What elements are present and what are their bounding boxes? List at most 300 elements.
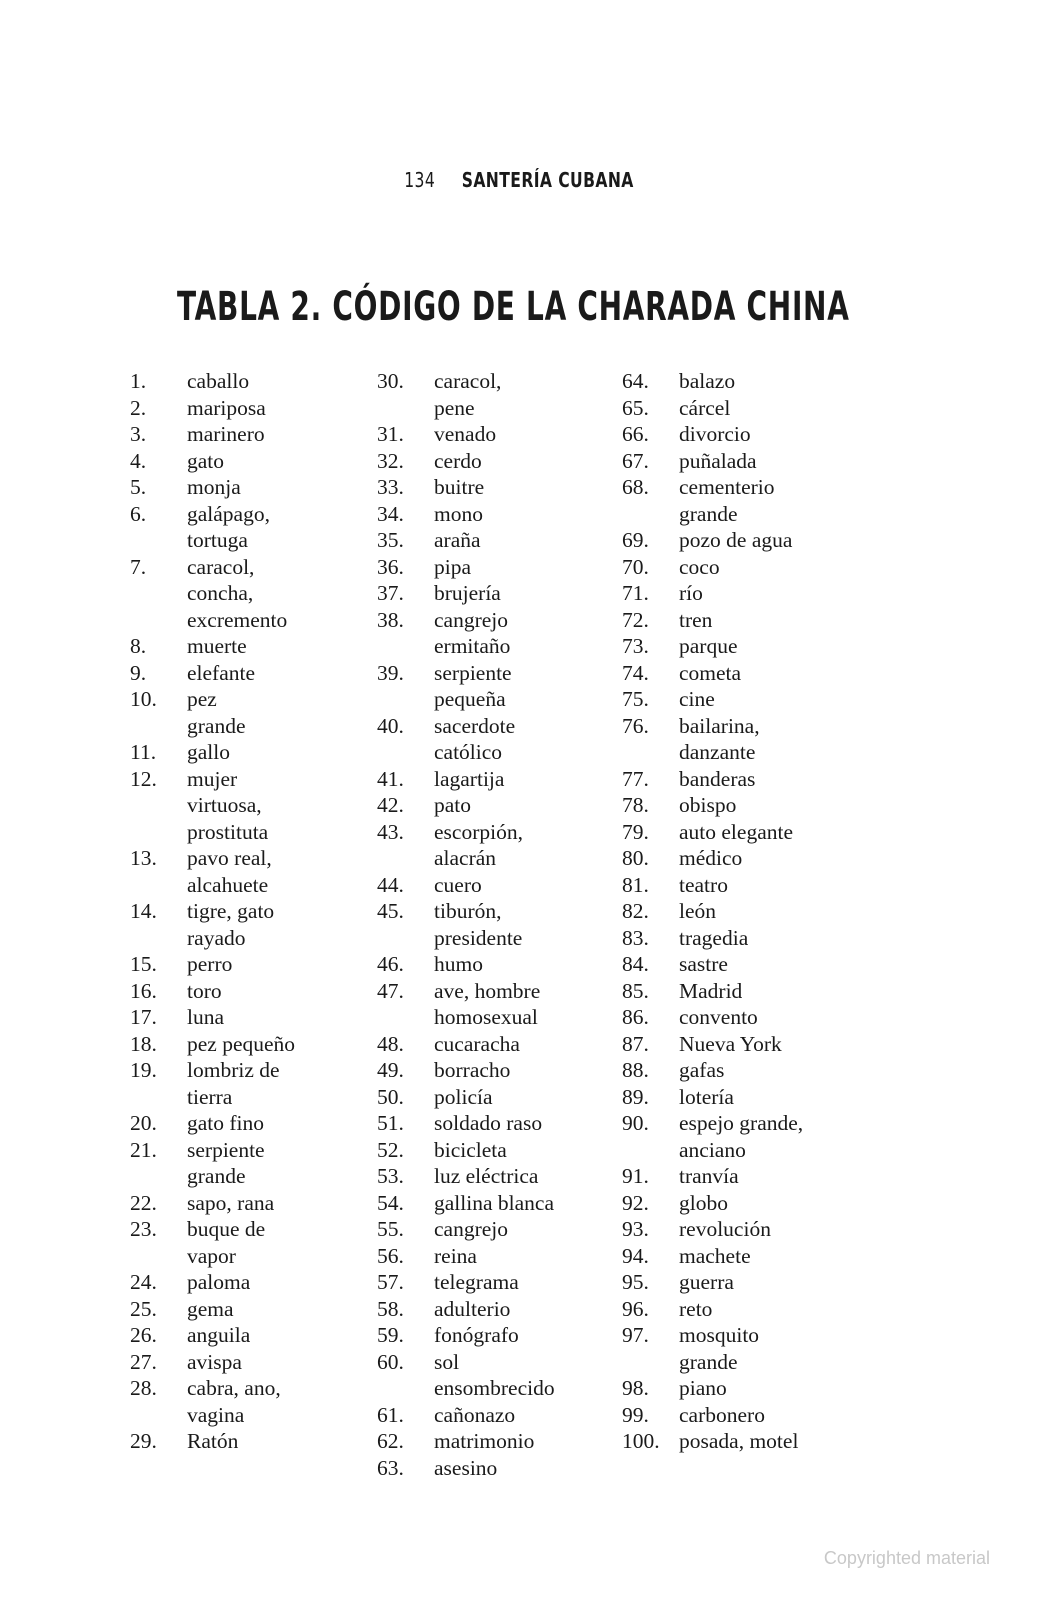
code-entry <box>622 898 803 925</box>
code-entry <box>377 1216 555 1243</box>
meaning-line: espejo grande, <box>679 1111 804 1135</box>
entry-number: 89. <box>622 1084 649 1109</box>
meaning-line: cangrejo <box>434 1217 509 1241</box>
entry-number: 3. <box>130 422 147 446</box>
meaning-line: concha, <box>187 581 254 605</box>
entry-meaning <box>434 448 482 475</box>
meaning-line: ensombrecido <box>434 1376 555 1400</box>
entry-number: 13. <box>130 846 157 870</box>
code-entry <box>622 474 803 527</box>
meaning-line: carbonero <box>679 1402 765 1427</box>
entry-number: 50. <box>377 1084 404 1109</box>
meaning-line: gema <box>187 1296 234 1321</box>
entry-number: 48. <box>377 1031 404 1056</box>
entry-number: 20. <box>130 1111 157 1135</box>
meaning-line: marinero <box>187 422 265 446</box>
entry-meaning <box>187 1349 242 1376</box>
meaning-line: cárcel <box>679 395 731 420</box>
entry-meaning <box>434 872 482 899</box>
code-entry <box>130 448 295 475</box>
code-entry <box>377 792 555 819</box>
meaning-line: parque <box>679 634 738 658</box>
meaning-line: bailarina, <box>679 713 760 738</box>
code-entry <box>622 1190 803 1217</box>
entry-number: 30. <box>377 369 404 393</box>
entry-number: 8. <box>130 634 147 658</box>
entry-number: 47. <box>377 978 404 1003</box>
entry-number: 76. <box>622 713 649 738</box>
entry-meaning <box>434 1402 515 1429</box>
meaning-line: Nueva York <box>679 1031 782 1056</box>
code-entry <box>622 1084 803 1111</box>
entry-meaning <box>187 1322 250 1349</box>
code-entry <box>130 845 295 898</box>
entry-meaning <box>187 766 268 846</box>
code-entry <box>377 898 555 951</box>
code-entry <box>130 1137 295 1190</box>
meaning-line: danzante <box>679 740 756 764</box>
meaning-line: cementerio <box>679 475 775 499</box>
entry-number: 2. <box>130 395 147 420</box>
code-entry <box>622 421 803 448</box>
code-entry <box>377 580 555 607</box>
entry-number: 29. <box>130 1429 157 1453</box>
code-entry <box>130 368 295 395</box>
meaning-line: guerra <box>679 1270 734 1294</box>
meaning-line: pene <box>434 395 475 420</box>
entry-meaning <box>679 580 703 607</box>
entry-number: 39. <box>377 660 404 685</box>
meaning-line: lagartija <box>434 766 505 791</box>
entry-number: 36. <box>377 554 404 579</box>
code-entry <box>130 1428 295 1455</box>
entry-number: 19. <box>130 1058 157 1082</box>
meaning-line: mono <box>434 501 483 526</box>
entry-number: 74. <box>622 660 649 685</box>
meaning-line: soldado raso <box>434 1111 543 1135</box>
entry-meaning <box>187 1110 264 1137</box>
meaning-line: católico <box>434 740 503 764</box>
meaning-line: presidente <box>434 925 523 950</box>
meaning-line: mujer <box>187 766 238 791</box>
entry-meaning <box>434 819 523 872</box>
code-entry <box>622 607 803 634</box>
entry-meaning <box>187 633 247 660</box>
code-entry <box>377 1349 555 1402</box>
meaning-line: revolución <box>679 1217 771 1241</box>
entry-number: 7. <box>130 554 147 579</box>
code-entry <box>622 1375 803 1402</box>
code-entry <box>622 792 803 819</box>
meaning-line: perro <box>187 952 233 976</box>
meaning-line: cerdo <box>434 448 482 473</box>
entry-number: 87. <box>622 1031 649 1056</box>
entry-number: 24. <box>130 1270 157 1294</box>
entry-number: 35. <box>377 528 404 552</box>
meaning-line: grande <box>679 501 738 526</box>
code-entry <box>622 1031 803 1058</box>
meaning-line: toro <box>187 978 222 1003</box>
code-entry <box>130 951 295 978</box>
book-title: SANTERÍA CUBANA <box>461 168 634 192</box>
entry-meaning <box>434 660 512 713</box>
entry-number: 10. <box>130 687 157 711</box>
meaning-line: luz eléctrica <box>434 1164 539 1188</box>
entry-meaning <box>434 1031 520 1058</box>
entry-number: 43. <box>377 819 404 844</box>
code-column-3 <box>622 368 803 1455</box>
meaning-line: araña <box>434 528 481 552</box>
entry-meaning <box>434 1084 493 1111</box>
entry-meaning <box>187 1428 238 1455</box>
entry-meaning <box>187 501 270 554</box>
meaning-line: sapo, rana <box>187 1190 275 1215</box>
entry-meaning <box>679 792 736 819</box>
entry-meaning <box>679 1163 739 1190</box>
entry-meaning <box>679 1296 712 1323</box>
entry-meaning <box>434 792 471 819</box>
entry-meaning <box>434 368 501 421</box>
entry-meaning <box>434 1057 510 1084</box>
meaning-line: cabra, ano, <box>187 1376 281 1400</box>
meaning-line: prostituta <box>187 819 269 844</box>
entry-meaning <box>679 845 742 872</box>
meaning-line: grande <box>187 1164 246 1188</box>
entry-meaning <box>187 845 272 898</box>
entry-number: 52. <box>377 1137 404 1162</box>
entry-meaning <box>434 713 515 766</box>
meaning-line: anciano <box>679 1137 746 1162</box>
meaning-line: elefante <box>187 660 256 685</box>
page-number: 134 <box>404 168 436 192</box>
entry-number: 15. <box>130 952 157 976</box>
meaning-line: alcahuete <box>187 872 269 897</box>
meaning-line: piano <box>679 1376 727 1400</box>
code-entry <box>377 607 555 660</box>
meaning-line: grande <box>187 713 246 738</box>
code-entry <box>377 1031 555 1058</box>
code-entry <box>622 845 803 872</box>
meaning-line: caballo <box>187 369 250 393</box>
code-entry <box>130 1296 295 1323</box>
meaning-line: coco <box>679 554 720 579</box>
meaning-line: río <box>679 581 703 605</box>
entry-meaning <box>679 448 757 475</box>
entry-number: 40. <box>377 713 404 738</box>
code-entry <box>622 1216 803 1243</box>
meaning-line: puñalada <box>679 448 757 473</box>
entry-meaning <box>187 1216 265 1269</box>
entry-number: 86. <box>622 1005 649 1029</box>
code-entry <box>377 1163 555 1190</box>
meaning-line: monja <box>187 475 241 499</box>
code-entry <box>377 872 555 899</box>
entry-meaning <box>434 554 471 581</box>
entry-number: 51. <box>377 1111 404 1135</box>
entry-number: 68. <box>622 475 649 499</box>
code-entry <box>622 1243 803 1270</box>
code-entry <box>622 368 803 395</box>
meaning-line: médico <box>679 846 743 870</box>
meaning-line: cangrejo <box>434 607 509 632</box>
meaning-line: tragedia <box>679 925 749 950</box>
entry-number: 71. <box>622 581 649 605</box>
entry-number: 55. <box>377 1217 404 1241</box>
entry-meaning <box>187 1137 265 1190</box>
code-entry <box>130 501 295 554</box>
entry-meaning <box>187 978 222 1005</box>
entry-number: 32. <box>377 448 404 473</box>
meaning-line: Madrid <box>679 978 743 1003</box>
code-entry <box>377 501 555 528</box>
entry-meaning <box>679 686 715 713</box>
meaning-line: borracho <box>434 1058 511 1082</box>
meaning-line: obispo <box>679 793 737 817</box>
entry-number: 91. <box>622 1164 649 1188</box>
code-entry <box>377 1296 555 1323</box>
entry-number: 1. <box>130 369 147 393</box>
code-entry <box>130 1269 295 1296</box>
code-entry <box>377 1322 555 1349</box>
code-entry <box>622 1296 803 1323</box>
code-entry <box>622 951 803 978</box>
code-column-2 <box>377 368 555 1481</box>
entry-number: 67. <box>622 448 649 473</box>
table-title: TABLA 2. CÓDIGO DE LA CHARADA CHINA <box>177 284 850 330</box>
code-entry <box>377 660 555 713</box>
entry-meaning <box>187 1296 234 1323</box>
meaning-line: paloma <box>187 1270 251 1294</box>
code-entry <box>377 1428 555 1455</box>
meaning-line: buque de <box>187 1217 266 1241</box>
entry-meaning <box>434 1216 508 1243</box>
entry-number: 49. <box>377 1058 404 1082</box>
code-column-1 <box>130 368 295 1455</box>
entry-meaning <box>187 421 265 448</box>
entry-number: 57. <box>377 1270 404 1294</box>
entry-number: 79. <box>622 819 649 844</box>
entry-meaning <box>679 660 741 687</box>
entry-meaning <box>679 1322 759 1375</box>
meaning-line: brujería <box>434 581 501 605</box>
code-entry <box>130 1110 295 1137</box>
code-entry <box>130 686 295 739</box>
code-entry <box>377 819 555 872</box>
entry-meaning <box>434 1137 507 1164</box>
entry-meaning <box>434 580 501 607</box>
entry-number: 94. <box>622 1243 649 1268</box>
entry-number: 78. <box>622 793 649 817</box>
meaning-line: bicicleta <box>434 1137 507 1162</box>
meaning-line: cuero <box>434 872 482 897</box>
entry-meaning <box>679 872 728 899</box>
entry-meaning <box>679 1375 727 1402</box>
code-entry <box>130 739 295 766</box>
entry-number: 21. <box>130 1137 157 1162</box>
meaning-line: lombriz de <box>187 1058 280 1082</box>
entry-number: 99. <box>622 1402 649 1427</box>
entry-meaning <box>434 501 483 528</box>
meaning-line: sastre <box>679 952 728 976</box>
entry-number: 65. <box>622 395 649 420</box>
meaning-line: gato <box>187 448 225 473</box>
entry-meaning <box>434 951 483 978</box>
entry-number: 82. <box>622 899 649 923</box>
meaning-line: avispa <box>187 1349 242 1374</box>
entry-number: 70. <box>622 554 649 579</box>
entry-number: 9. <box>130 660 147 685</box>
meaning-line: auto elegante <box>679 819 794 844</box>
entry-number: 33. <box>377 475 404 499</box>
meaning-line: virtuosa, <box>187 793 262 817</box>
meaning-line: caracol, <box>187 554 255 579</box>
entry-number: 54. <box>377 1190 404 1215</box>
entry-number: 34. <box>377 501 404 526</box>
code-entry <box>622 527 803 554</box>
entry-number: 25. <box>130 1296 157 1321</box>
entry-meaning <box>679 554 720 581</box>
entry-number: 22. <box>130 1190 157 1215</box>
meaning-line: teatro <box>679 872 728 897</box>
entry-meaning <box>187 660 255 687</box>
code-entry <box>130 766 295 846</box>
code-entry <box>377 554 555 581</box>
entry-meaning <box>434 421 496 448</box>
code-entry <box>377 766 555 793</box>
meaning-line: policía <box>434 1084 493 1109</box>
entry-meaning <box>679 1110 803 1163</box>
meaning-line: grande <box>679 1349 738 1374</box>
code-entry <box>130 421 295 448</box>
entry-number: 98. <box>622 1376 649 1400</box>
meaning-line: banderas <box>679 766 756 791</box>
meaning-line: excremento <box>187 607 288 632</box>
code-entry <box>622 1269 803 1296</box>
entry-number: 60. <box>377 1349 404 1374</box>
entry-number: 18. <box>130 1031 157 1056</box>
entry-meaning <box>434 527 481 554</box>
meaning-line: asesino <box>434 1455 498 1480</box>
code-entry <box>622 1110 803 1163</box>
code-entry <box>130 1349 295 1376</box>
entry-number: 46. <box>377 952 404 976</box>
entry-meaning <box>187 1031 295 1058</box>
meaning-line: homosexual <box>434 1005 538 1029</box>
copyright-watermark: Copyrighted material <box>823 1548 990 1568</box>
entry-number: 11. <box>130 740 157 764</box>
entry-meaning <box>679 713 760 766</box>
entry-meaning <box>434 1322 519 1349</box>
entry-meaning <box>679 1428 798 1455</box>
meaning-line: matrimonio <box>434 1429 535 1453</box>
meaning-line: reto <box>679 1296 713 1321</box>
code-entry <box>377 368 555 421</box>
meaning-line: cometa <box>679 660 742 685</box>
meaning-line: galápago, <box>187 501 270 526</box>
entry-number: 95. <box>622 1270 649 1294</box>
entry-meaning <box>434 898 522 951</box>
code-entry <box>377 474 555 501</box>
entry-meaning <box>679 474 775 527</box>
entry-meaning <box>434 1110 542 1137</box>
code-entry <box>377 1269 555 1296</box>
code-entry <box>622 660 803 687</box>
entry-number: 6. <box>130 501 147 526</box>
running-head <box>114 168 924 192</box>
meaning-line: pozo de agua <box>679 528 793 552</box>
entry-meaning <box>679 368 735 395</box>
entry-meaning <box>679 633 738 660</box>
entry-meaning <box>187 1375 281 1428</box>
entry-number: 14. <box>130 899 157 923</box>
entry-meaning <box>434 1269 519 1296</box>
meaning-line: vagina <box>187 1402 245 1427</box>
code-entry <box>377 978 555 1031</box>
entry-meaning <box>434 1349 555 1402</box>
code-entry <box>130 633 295 660</box>
entry-meaning <box>679 395 730 422</box>
entry-meaning <box>679 1004 758 1031</box>
entry-number: 64. <box>622 369 649 393</box>
entry-number: 90. <box>622 1111 649 1135</box>
entry-number: 17. <box>130 1005 157 1029</box>
meaning-line: gato fino <box>187 1111 265 1135</box>
entry-number: 38. <box>377 607 404 632</box>
entry-meaning <box>434 474 484 501</box>
code-entry <box>130 898 295 951</box>
code-entry <box>377 1084 555 1111</box>
entry-number: 63. <box>377 1455 404 1480</box>
entry-number: 12. <box>130 766 157 791</box>
entry-meaning <box>434 1190 554 1217</box>
code-entry <box>130 474 295 501</box>
meaning-line: ermitaño <box>434 634 511 658</box>
code-entry <box>622 633 803 660</box>
code-entry <box>130 395 295 422</box>
entry-number: 72. <box>622 607 649 632</box>
entry-meaning <box>679 1031 782 1058</box>
entry-meaning <box>434 1296 510 1323</box>
entry-meaning <box>679 978 742 1005</box>
code-entry <box>377 421 555 448</box>
meaning-line: sacerdote <box>434 713 516 738</box>
meaning-line: anguila <box>187 1323 251 1347</box>
meaning-line: pato <box>434 793 472 817</box>
entry-meaning <box>679 819 793 846</box>
entry-number: 81. <box>622 872 649 897</box>
code-entry <box>622 1322 803 1375</box>
entry-number: 44. <box>377 872 404 897</box>
meaning-line: rayado <box>187 925 246 950</box>
meaning-line: tigre, gato <box>187 899 275 923</box>
entry-number: 37. <box>377 581 404 605</box>
meaning-line: tiburón, <box>434 899 502 923</box>
meaning-line: caracol, <box>434 369 502 393</box>
meaning-line: cucaracha <box>434 1031 520 1056</box>
entry-number: 96. <box>622 1296 649 1321</box>
entry-number: 80. <box>622 846 649 870</box>
meaning-line: gafas <box>679 1058 725 1082</box>
entry-number: 28. <box>130 1376 157 1400</box>
code-entry <box>622 554 803 581</box>
code-entry <box>622 819 803 846</box>
entry-number: 73. <box>622 634 649 658</box>
meaning-line: pez <box>187 687 217 711</box>
code-entry <box>377 527 555 554</box>
entry-number: 5. <box>130 475 147 499</box>
meaning-line: tierra <box>187 1084 233 1109</box>
entry-meaning <box>679 1402 765 1429</box>
